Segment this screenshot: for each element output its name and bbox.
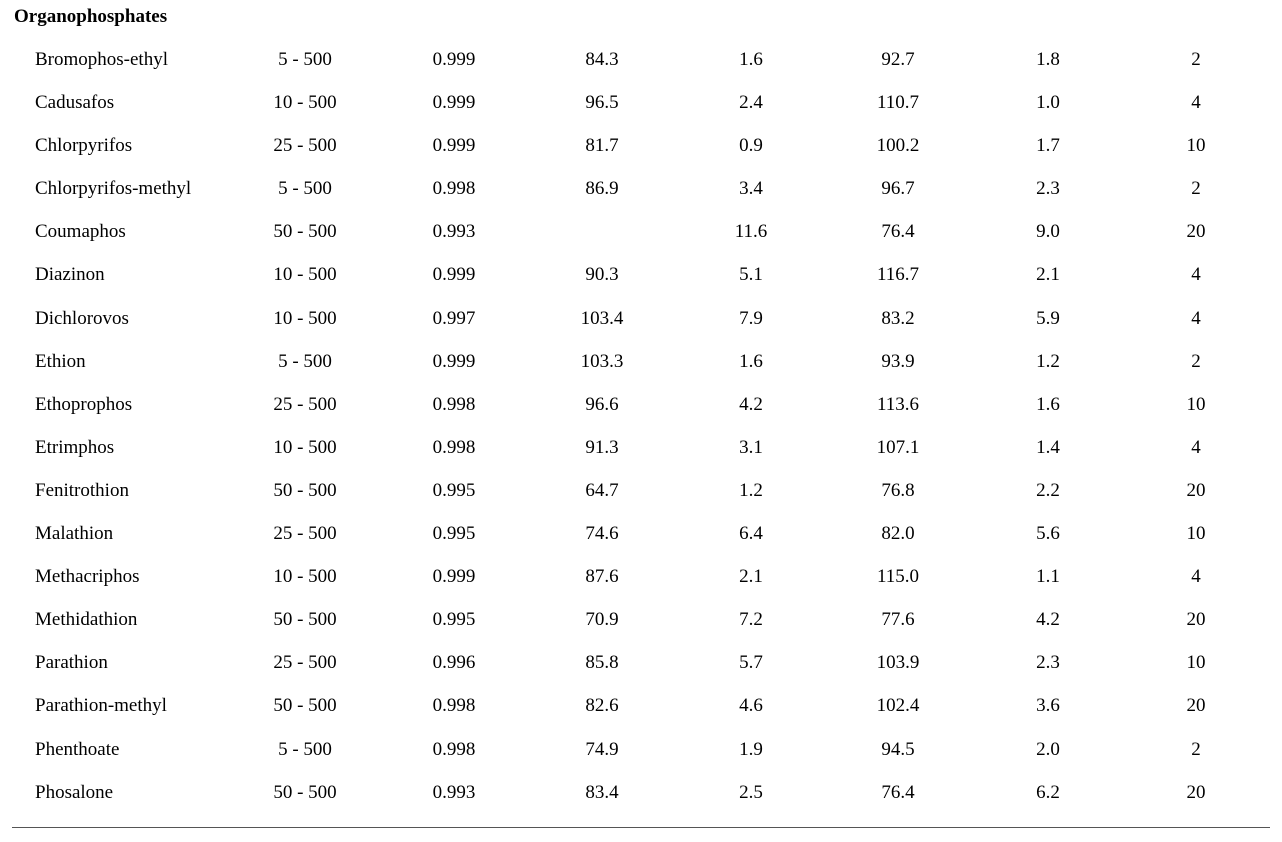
rsd-low-cell: 1.9 bbox=[739, 738, 763, 760]
rsd-low-cell: 2.5 bbox=[739, 781, 763, 803]
rsd-low-cell: 0.9 bbox=[739, 135, 763, 157]
loq-cell: 4 bbox=[1191, 92, 1201, 114]
table-row bbox=[0, 641, 1282, 684]
recovery-low-cell: 84.3 bbox=[585, 49, 619, 70]
correlation-coefficient-cell: 0.999 bbox=[432, 135, 476, 157]
rsd-low-cell: 5.1 bbox=[739, 264, 763, 286]
loq-cell: 2 bbox=[1191, 738, 1201, 760]
rsd-low-cell: 4.6 bbox=[739, 695, 763, 717]
recovery-high-cell: 94.5 bbox=[881, 738, 915, 760]
recovery-high-cell: 82.0 bbox=[881, 523, 915, 545]
table-row bbox=[0, 684, 1282, 727]
table-row bbox=[0, 771, 1282, 814]
rsd-high-cell: 1.4 bbox=[1036, 436, 1060, 458]
correlation-coefficient-cell: 0.999 bbox=[432, 566, 476, 588]
table-row bbox=[0, 167, 1282, 210]
linear-range-cell: 50 - 500 bbox=[273, 695, 337, 717]
correlation-coefficient-cell: 0.999 bbox=[432, 350, 476, 372]
recovery-low-cell: 103.4 bbox=[580, 307, 624, 329]
table-row bbox=[0, 297, 1282, 340]
recovery-low-cell bbox=[552, 210, 652, 253]
recovery-low-cell: 81.7 bbox=[585, 135, 619, 157]
linear-range-cell: 50 - 500 bbox=[273, 609, 337, 631]
rsd-high-cell: 2.3 bbox=[1036, 178, 1060, 200]
recovery-low-cell: 85.8 bbox=[585, 652, 619, 674]
recovery-low-cell: 83.4 bbox=[585, 781, 619, 803]
compound-name-cell: Methacriphos bbox=[35, 566, 140, 588]
table-row bbox=[0, 469, 1282, 512]
recovery-high-cell: 77.6 bbox=[881, 609, 915, 631]
recovery-high-cell: 113.6 bbox=[876, 393, 920, 415]
recovery-low-cell: 74.6 bbox=[585, 523, 619, 545]
compound-name-cell: Coumaphos bbox=[35, 221, 126, 243]
table-row bbox=[0, 210, 1282, 253]
loq-cell: 2 bbox=[1191, 178, 1201, 200]
loq-cell: 4 bbox=[1191, 264, 1201, 286]
loq-cell: 10 bbox=[1186, 393, 1206, 415]
compound-name-cell: Methidathion bbox=[35, 609, 138, 631]
linear-range-cell: 10 - 500 bbox=[273, 264, 337, 286]
loq-cell: 2 bbox=[1191, 49, 1201, 70]
correlation-coefficient-cell: 0.998 bbox=[432, 178, 476, 200]
loq-cell: 4 bbox=[1191, 566, 1201, 588]
table-row bbox=[0, 81, 1282, 124]
correlation-coefficient-cell: 0.995 bbox=[432, 609, 476, 631]
rsd-high-cell: 5.9 bbox=[1036, 307, 1060, 329]
rsd-high-cell: 9.0 bbox=[1036, 221, 1060, 243]
linear-range-cell: 10 - 500 bbox=[273, 307, 337, 329]
linear-range-cell: 50 - 500 bbox=[273, 479, 337, 501]
recovery-high-cell: 83.2 bbox=[881, 307, 915, 329]
recovery-low-cell: 64.7 bbox=[585, 479, 619, 501]
rsd-low-cell: 5.7 bbox=[739, 652, 763, 674]
recovery-low-cell: 82.6 bbox=[585, 695, 619, 717]
rsd-low-cell: 1.6 bbox=[739, 49, 763, 70]
compound-name-cell: Bromophos-ethyl bbox=[35, 49, 168, 70]
correlation-coefficient-cell: 0.999 bbox=[432, 92, 476, 114]
table-row bbox=[0, 512, 1282, 555]
rsd-low-cell: 4.2 bbox=[739, 393, 763, 415]
table-row bbox=[0, 555, 1282, 598]
table-row bbox=[0, 598, 1282, 641]
rsd-low-cell: 2.4 bbox=[739, 92, 763, 114]
rsd-high-cell: 2.0 bbox=[1036, 738, 1060, 760]
table-row bbox=[0, 340, 1282, 383]
rsd-low-cell: 7.9 bbox=[739, 307, 763, 329]
table-row bbox=[0, 124, 1282, 167]
rsd-low-cell: 1.2 bbox=[739, 479, 763, 501]
correlation-coefficient-cell: 0.993 bbox=[432, 221, 476, 243]
correlation-coefficient-cell: 0.998 bbox=[432, 436, 476, 458]
correlation-coefficient-cell: 0.998 bbox=[432, 738, 476, 760]
loq-cell: 10 bbox=[1186, 652, 1206, 674]
correlation-coefficient-cell: 0.999 bbox=[432, 264, 476, 286]
compound-name-cell: Parathion bbox=[35, 652, 108, 674]
compound-name-cell: Cadusafos bbox=[35, 92, 115, 114]
loq-cell: 20 bbox=[1186, 781, 1206, 803]
rsd-high-cell: 6.2 bbox=[1036, 781, 1060, 803]
linear-range-cell: 50 - 500 bbox=[273, 781, 337, 803]
recovery-low-cell: 70.9 bbox=[585, 609, 619, 631]
loq-cell: 20 bbox=[1186, 609, 1206, 631]
compound-name-cell: Phenthoate bbox=[35, 738, 120, 760]
recovery-high-cell: 107.1 bbox=[876, 436, 920, 458]
table-row bbox=[0, 426, 1282, 469]
table-row bbox=[0, 38, 1282, 81]
section-title: Organophosphates bbox=[14, 6, 168, 27]
table-row bbox=[0, 728, 1282, 771]
linear-range-cell: 5 - 500 bbox=[278, 178, 332, 200]
linear-range-cell: 25 - 500 bbox=[273, 135, 337, 157]
rsd-high-cell: 1.2 bbox=[1036, 350, 1060, 372]
recovery-low-cell: 96.5 bbox=[585, 92, 619, 114]
loq-cell: 10 bbox=[1186, 523, 1206, 545]
data-table bbox=[0, 38, 1282, 814]
rsd-low-cell: 7.2 bbox=[739, 609, 763, 631]
correlation-coefficient-cell: 0.995 bbox=[432, 523, 476, 545]
linear-range-cell: 5 - 500 bbox=[278, 738, 332, 760]
rsd-high-cell: 5.6 bbox=[1036, 523, 1060, 545]
linear-range-cell: 10 - 500 bbox=[273, 92, 337, 114]
compound-name-cell: Ethion bbox=[35, 350, 86, 372]
compound-name-cell: Parathion-methyl bbox=[35, 695, 167, 717]
correlation-coefficient-cell: 0.999 bbox=[432, 49, 476, 70]
loq-cell: 10 bbox=[1186, 135, 1206, 157]
correlation-coefficient-cell: 0.993 bbox=[432, 781, 476, 803]
recovery-high-cell: 115.0 bbox=[876, 566, 920, 588]
rsd-high-cell: 4.2 bbox=[1036, 609, 1060, 631]
compound-name-cell: Phosalone bbox=[35, 781, 114, 803]
rsd-low-cell: 6.4 bbox=[739, 523, 763, 545]
compound-name-cell: Diazinon bbox=[35, 264, 105, 286]
recovery-high-cell: 93.9 bbox=[881, 350, 915, 372]
rsd-low-cell: 3.4 bbox=[739, 178, 763, 200]
compound-name-cell: Malathion bbox=[35, 523, 114, 545]
correlation-coefficient-cell: 0.995 bbox=[432, 479, 476, 501]
compound-name-cell: Fenitrothion bbox=[35, 479, 129, 501]
correlation-coefficient-cell: 0.996 bbox=[432, 652, 476, 674]
linear-range-cell: 50 - 500 bbox=[273, 221, 337, 243]
recovery-low-cell: 103.3 bbox=[580, 350, 624, 372]
rsd-high-cell: 1.1 bbox=[1036, 566, 1060, 588]
loq-cell: 20 bbox=[1186, 695, 1206, 717]
compound-name-cell: Chlorpyrifos-methyl bbox=[35, 178, 192, 200]
correlation-coefficient-cell: 0.998 bbox=[432, 695, 476, 717]
linear-range-cell: 25 - 500 bbox=[273, 393, 337, 415]
table-row bbox=[0, 253, 1282, 296]
rsd-high-cell: 2.2 bbox=[1036, 479, 1060, 501]
recovery-low-cell: 86.9 bbox=[585, 178, 619, 200]
rsd-high-cell: 1.0 bbox=[1036, 92, 1060, 114]
recovery-low-cell: 96.6 bbox=[585, 393, 619, 415]
rsd-high-cell: 2.1 bbox=[1036, 264, 1060, 286]
linear-range-cell: 10 - 500 bbox=[273, 566, 337, 588]
compound-name-cell: Dichlorovos bbox=[35, 307, 129, 329]
rsd-high-cell: 1.6 bbox=[1036, 393, 1060, 415]
loq-cell: 20 bbox=[1186, 221, 1206, 243]
recovery-high-cell: 76.4 bbox=[881, 221, 915, 243]
recovery-low-cell: 74.9 bbox=[585, 738, 619, 760]
compound-name-cell: Etrimphos bbox=[35, 436, 115, 458]
compound-name-cell: Chlorpyrifos bbox=[35, 135, 133, 157]
linear-range-cell: 25 - 500 bbox=[273, 523, 337, 545]
recovery-low-cell: 91.3 bbox=[585, 436, 619, 458]
correlation-coefficient-cell: 0.998 bbox=[432, 393, 476, 415]
recovery-low-cell: 87.6 bbox=[585, 566, 619, 588]
recovery-high-cell: 92.7 bbox=[881, 49, 915, 70]
recovery-high-cell: 76.8 bbox=[881, 479, 915, 501]
rsd-high-cell: 2.3 bbox=[1036, 652, 1060, 674]
loq-cell: 4 bbox=[1191, 436, 1201, 458]
linear-range-cell: 5 - 500 bbox=[278, 350, 332, 372]
rsd-low-cell: 1.6 bbox=[739, 350, 763, 372]
rsd-low-cell: 11.6 bbox=[734, 221, 768, 243]
recovery-high-cell: 96.7 bbox=[881, 178, 915, 200]
table-bottom-rule bbox=[12, 827, 1270, 828]
linear-range-cell: 10 - 500 bbox=[273, 436, 337, 458]
recovery-low-cell: 90.3 bbox=[585, 264, 619, 286]
table-row bbox=[0, 383, 1282, 426]
rsd-high-cell: 3.6 bbox=[1036, 695, 1060, 717]
recovery-high-cell: 76.4 bbox=[881, 781, 915, 803]
recovery-high-cell: 116.7 bbox=[876, 264, 920, 286]
recovery-high-cell: 110.7 bbox=[876, 92, 920, 114]
loq-cell: 4 bbox=[1191, 307, 1201, 329]
linear-range-cell: 5 - 500 bbox=[278, 49, 332, 70]
recovery-high-cell: 102.4 bbox=[876, 695, 920, 717]
compound-name-cell: Ethoprophos bbox=[35, 393, 133, 415]
rsd-high-cell: 1.8 bbox=[1036, 49, 1060, 70]
recovery-high-cell: 100.2 bbox=[876, 135, 920, 157]
rsd-low-cell: 3.1 bbox=[739, 436, 763, 458]
correlation-coefficient-cell: 0.997 bbox=[432, 307, 476, 329]
linear-range-cell: 25 - 500 bbox=[273, 652, 337, 674]
rsd-high-cell: 1.7 bbox=[1036, 135, 1060, 157]
loq-cell: 20 bbox=[1186, 479, 1206, 501]
loq-cell: 2 bbox=[1191, 350, 1201, 372]
rsd-low-cell: 2.1 bbox=[739, 566, 763, 588]
recovery-high-cell: 103.9 bbox=[876, 652, 920, 674]
